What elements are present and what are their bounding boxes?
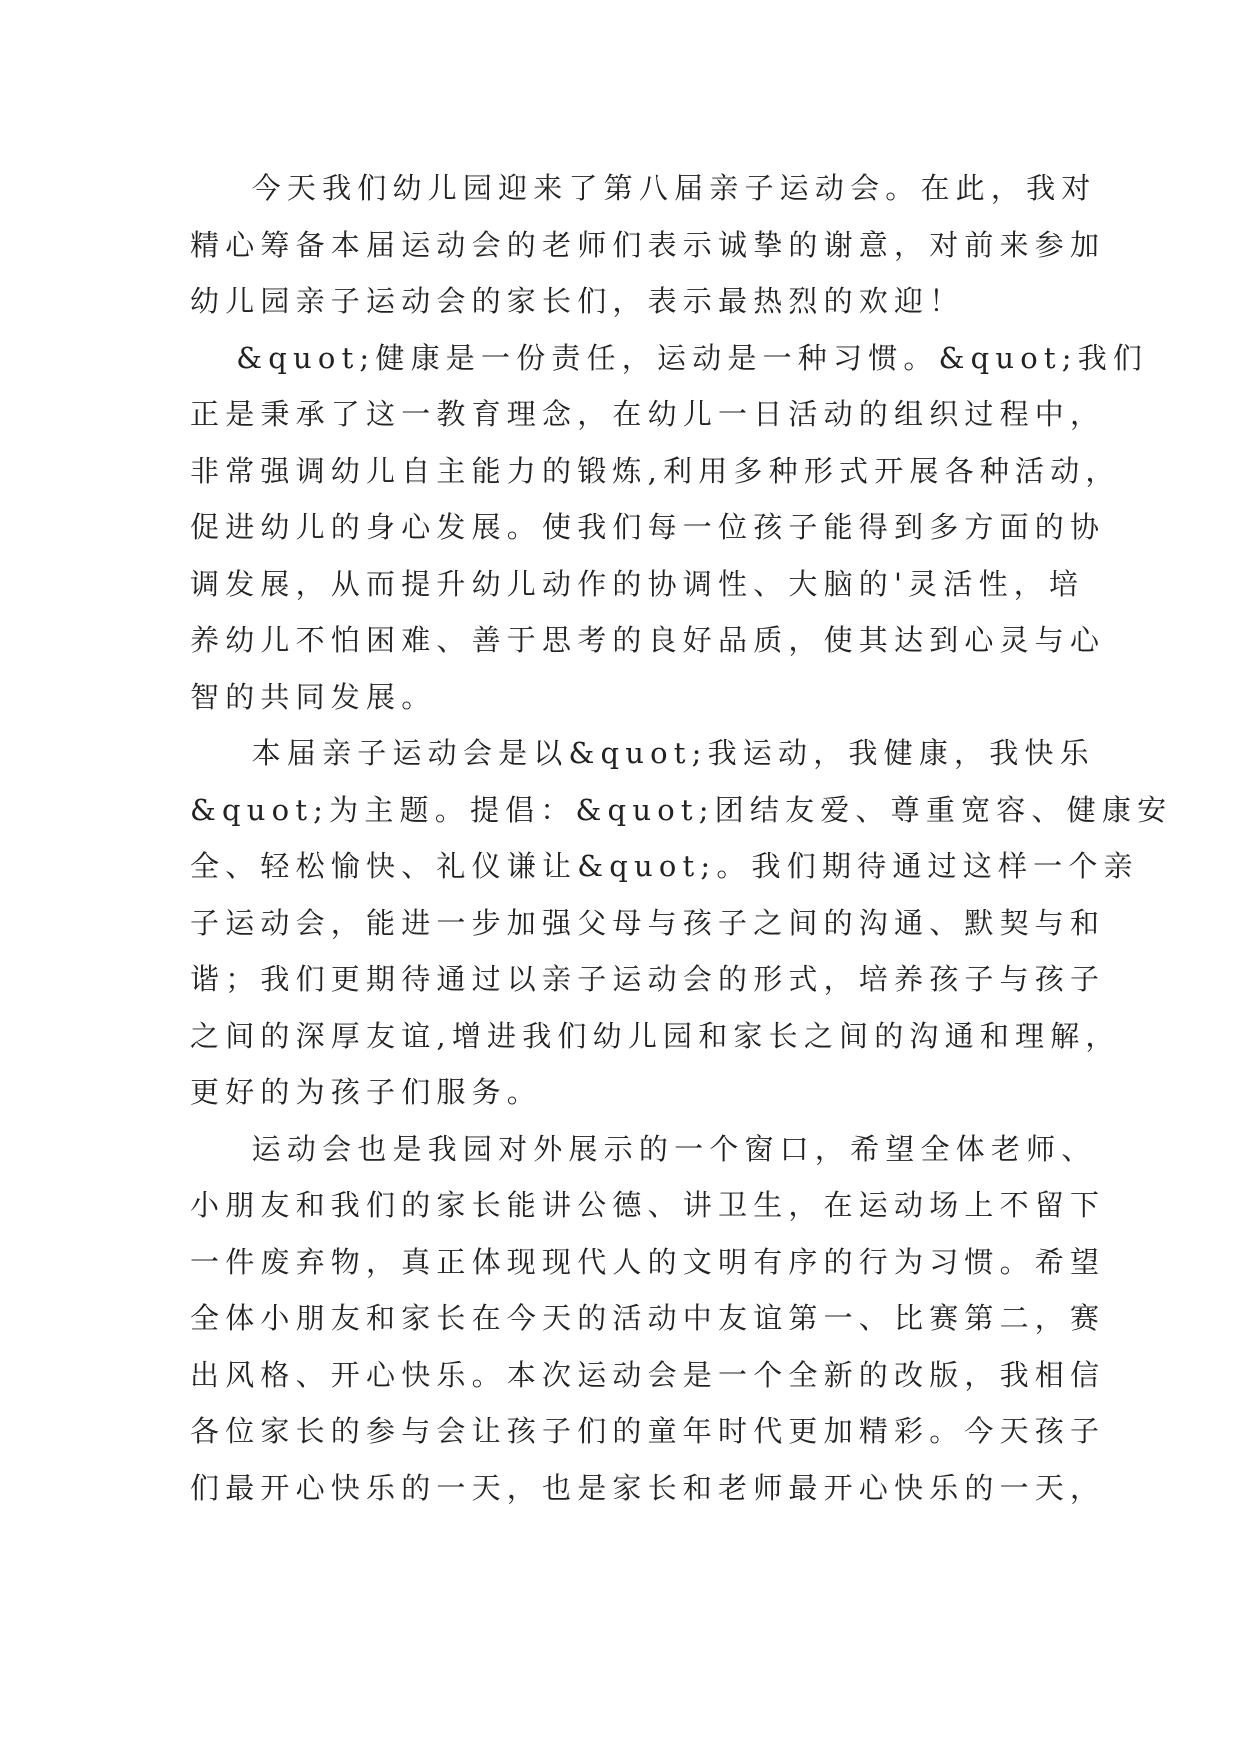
text-line: 运动会也是我园对外展示的一个窗口，希望全体老师、 <box>190 1131 1097 1166</box>
text-line: 本届亲子运动会是以&quot;我运动，我健康，我快乐 <box>190 736 1095 770</box>
text-line: 出风格、开心快乐。本次运动会是一个全新的改版，我相信 <box>190 1357 1106 1392</box>
text-line: &quot;为主题。提倡：&quot;团结友爱、尊重宽容、健康安 <box>190 792 1173 827</box>
text-line: &quot;健康是一份责任，运动是一种习惯。&quot;我们 <box>190 340 1149 375</box>
text-line: 之间的深厚友谊,增进我们幼儿园和家长之间的沟通和理解， <box>190 1018 1121 1053</box>
document-body <box>190 160 1173 1516</box>
text-line: 正是秉承了这一教育理念，在幼儿一日活动的组织过程中， <box>190 397 1106 431</box>
text-line: 小朋友和我们的家长能讲公德、讲卫生，在运动场上不留下 <box>190 1188 1106 1222</box>
text-line: 全体小朋友和家长在今天的活动中友谊第一、比赛第二，赛 <box>190 1301 1106 1335</box>
text-line: 今天我们幼儿园迎来了第八届亲子运动会。在此，我对 <box>190 171 1097 205</box>
paragraph-3 <box>190 725 1173 1121</box>
text-line: 谐；我们更期待通过以亲子运动会的形式，培养孩子与孩子 <box>190 962 1106 996</box>
text-line: 们最开心快乐的一天，也是家长和老师最开心快乐的一天， <box>190 1470 1106 1505</box>
text-line: 各位家长的参与会让孩子们的童年时代更加精彩。今天孩子 <box>190 1414 1106 1448</box>
paragraph-1 <box>190 160 1106 330</box>
paragraph-2 <box>190 330 1149 726</box>
text-line: 更好的为孩子们服务。 <box>190 1075 543 1109</box>
text-line: 非常强调幼儿自主能力的锻炼,利用多种形式开展各种活动， <box>190 453 1121 488</box>
text-line: 智的共同发展。 <box>190 679 437 714</box>
text-line: 全、轻松愉快、礼仪谦让&quot;。我们期待通过这样一个亲 <box>190 849 1139 883</box>
text-line: 调发展，从而提升幼儿动作的协调性、大脑的'灵活性，培 <box>190 566 1085 601</box>
paragraph-4 <box>190 1121 1106 1517</box>
text-line: 促进幼儿的身心发展。使我们每一位孩子能得到多方面的协 <box>190 510 1106 544</box>
text-line: 子运动会，能进一步加强父母与孩子之间的沟通、默契与和 <box>190 905 1106 940</box>
text-line: 幼儿园亲子运动会的家长们，表示最热烈的欢迎！ <box>190 284 965 318</box>
text-line: 精心筹备本届运动会的老师们表示诚挚的谢意，对前来参加 <box>190 227 1106 262</box>
text-line: 养幼儿不怕困难、善于思考的良好品质，使其达到心灵与心 <box>190 623 1106 657</box>
text-line: 一件废弃物，真正体现现代人的文明有序的行为习惯。希望 <box>190 1244 1106 1279</box>
